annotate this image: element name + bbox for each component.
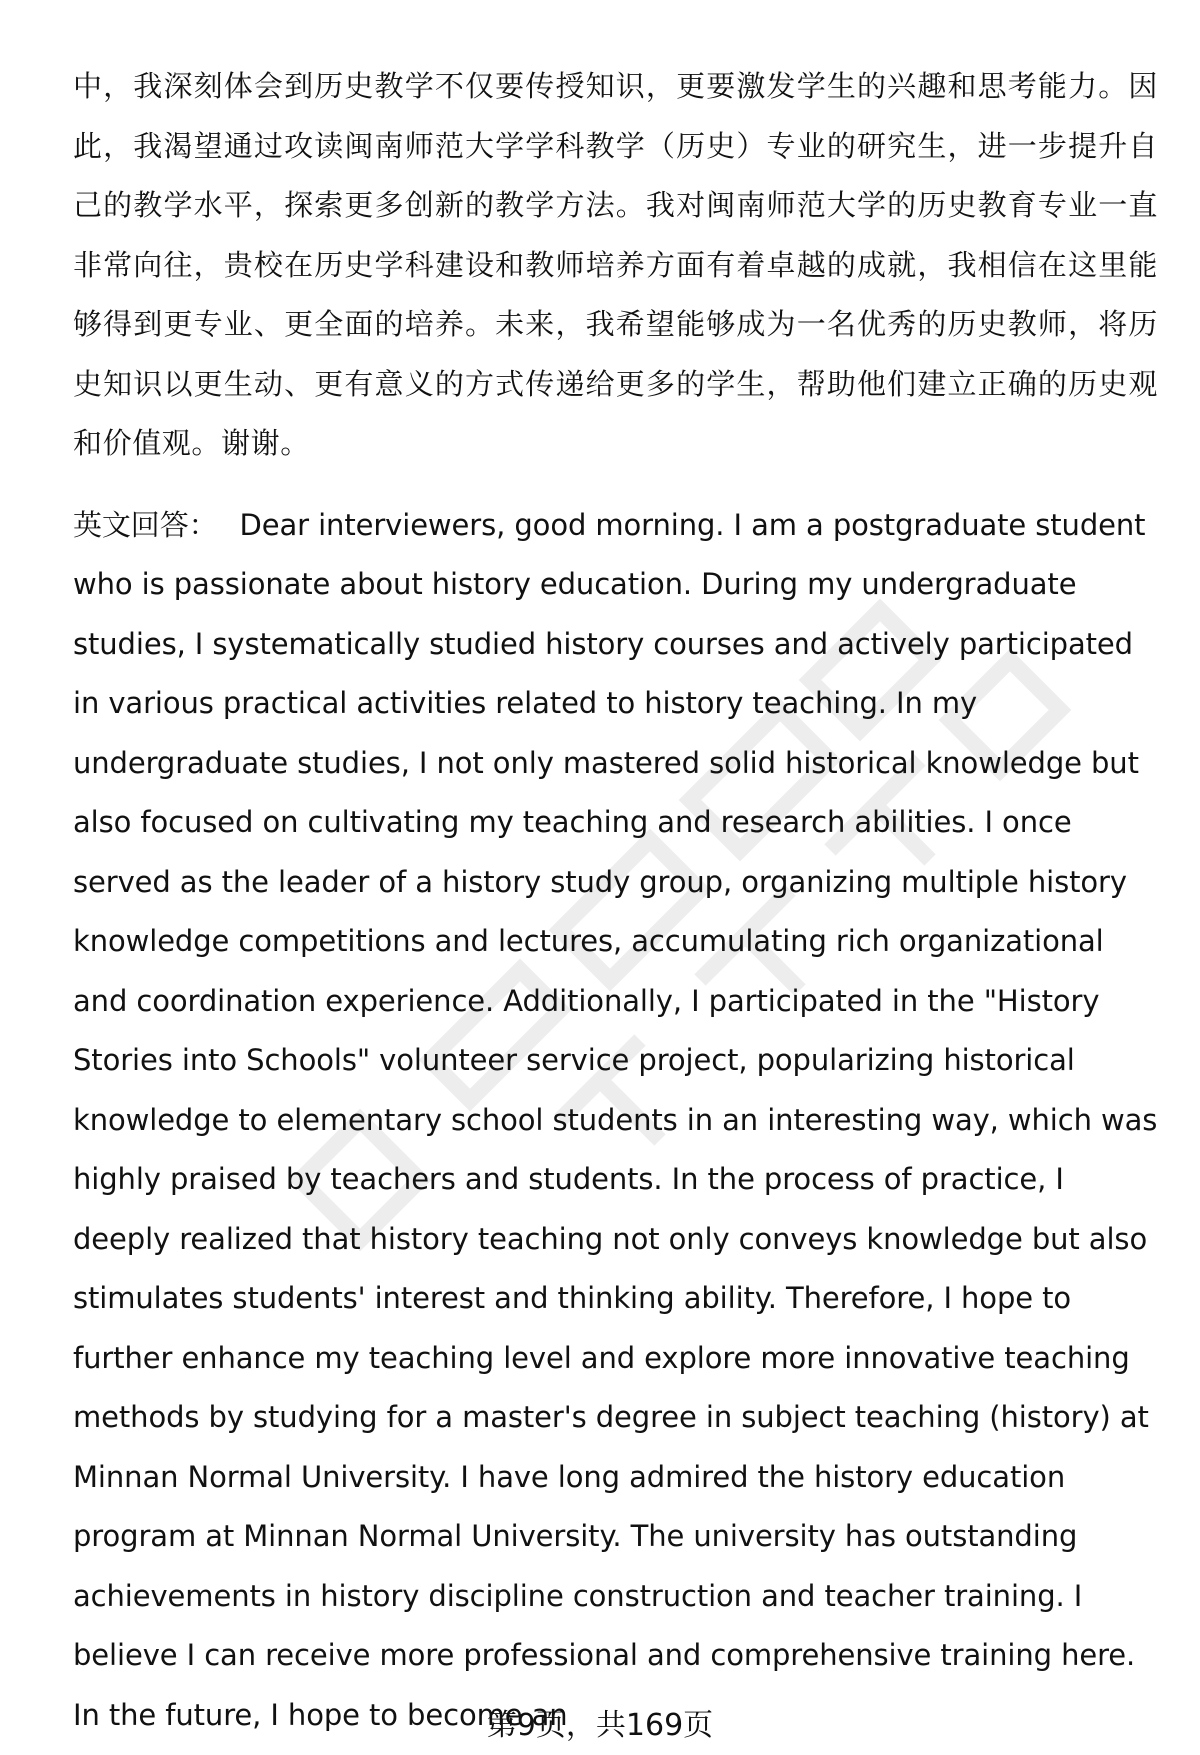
english-answer-label: 英文回答： — [73, 507, 218, 542]
english-answer-paragraph — [73, 496, 1158, 1746]
document-body — [73, 57, 1158, 1745]
page-number-footer: 第9页，共169页 — [486, 1708, 714, 1743]
english-answer-text: Dear interviewers, good morning. I am a postgraduate student who is passionate about history education. During my undergraduate studies, I systematically studied history courses and actively participated in various practical activities related to history teaching. In my undergraduate studies, I not only mastered solid historical knowledge but also focused on cultivating my teaching and research abilities. I once served as the leader of a history study group, organizing multiple history knowledge competitions and lectures, accumulating rich organizational and coordination experience. Additionally, I participated in the "History Stories into Schools" volunteer service project, popularizing historical knowledge to elementary school students in an interesting way, which was highly praised by teachers and students. In the process of practice, I deeply realized that history teaching not only conveys knowledge but also stimulates students' interest and thinking ability. Therefore, I hope to further enhance my teaching level and explore more innovative teaching methods by studying for a master's degree in subject teaching (history) at Minnan Normal University. I have long admired the history education program at Minnan Normal University. The university has outstanding achievements in history discipline construction and teacher training. I believe I can receive more professional and comprehensive training here. In the future, I hope to become an — [73, 507, 1158, 1732]
chinese-answer-paragraph: 中，我深刻体会到历史教学不仅要传授知识，更要激发学生的兴趣和思考能力。因此，我渴望通过攻读闽南师范大学学科教学（历史）专业的研究生，进一步提升自己的教学水平，探索更多创新的教学方法。我对闽南师范大学的历史教育专业一直非常向往，贵校在历史学科建设和教师培养方面有着卓越的成就，我相信在这里能够得到更专业、更全面的培养。未来，我希望能够成为一名优秀的历史教师，将历史知识以更生动、更有意义的方式传递给更多的学生，帮助他们建立正确的历史观和价值观。谢谢。 — [73, 69, 1158, 460]
